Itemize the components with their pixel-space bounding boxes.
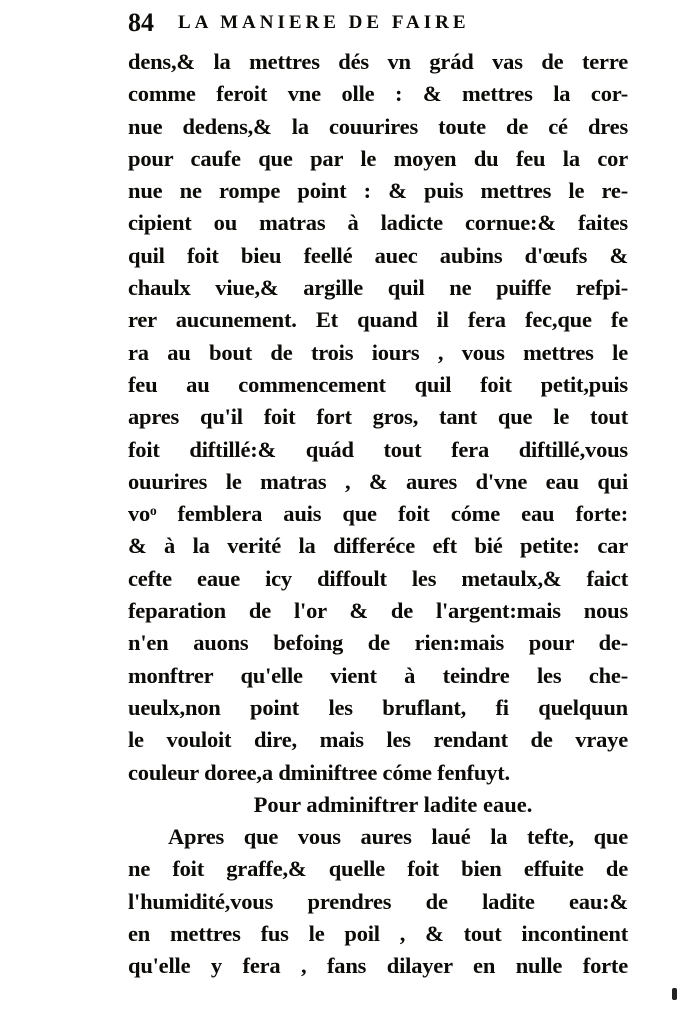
text-line: ouurires le matras , & aures d'vne eau qui	[128, 468, 628, 494]
text-line: dens,& la mettres dés vn grád vas de terre	[128, 49, 628, 74]
page-margin	[0, 0, 104, 1024]
text-line: feparation de l'or & de l'argent:mais nous	[128, 598, 628, 624]
text-line: feu au commencement quil foit petit,puis	[128, 371, 628, 397]
text-line: chaulx viue,& argille quil ne puiffe refpi-	[128, 275, 628, 301]
text-line: qu'elle y fera , fans dilayer en nulle forte	[128, 953, 628, 979]
text-line: couleur doree,a dminiftree cóme fenfuyt.	[128, 759, 510, 785]
page-number: 84	[128, 8, 154, 37]
paragraph-1	[128, 46, 628, 789]
running-head: LA MANIERE DE FAIRE	[178, 12, 470, 33]
text-line: cefte eaue icy diffoult les metaulx,& faict	[128, 565, 628, 591]
section-heading: Pour adminiftrer ladite eaue.	[253, 791, 533, 817]
text-line: rer aucunement. Et quand il fera fec,que fe	[128, 307, 628, 333]
paragraph-2	[128, 821, 628, 982]
text-line: le vouloit dire, mais les rendant de vraye	[128, 727, 628, 753]
page-header	[128, 0, 628, 46]
text-line: nue dedens,& la couurires toute de cé dres	[128, 113, 628, 139]
text-line: Apres que vous aures laué la tefte, que	[168, 824, 628, 850]
text-line: ueulx,non point les bruflant, fi quelquun	[128, 694, 628, 720]
text-line: pour caufe que par le moyen du feu la cor	[128, 145, 628, 171]
text-block	[128, 0, 628, 983]
text-line: ne foit graffe,& quelle foit bien effuite de	[128, 856, 628, 882]
text-line: apres qu'il foit fort gros, tant que le tout	[128, 404, 628, 430]
text-line: l'humidité,vous prendres de ladite eau:&	[128, 888, 628, 914]
text-line: & à la verité la differéce eft bié petite: car	[128, 533, 628, 559]
text-line: en mettres fus le poil , & tout incontinent	[128, 921, 628, 947]
text-line: cipient ou matras à ladicte cornue:& faites	[128, 210, 628, 236]
text-line: voᵒ femblera auis que foit cóme eau forte:	[128, 501, 628, 527]
text-line: comme feroit vne olle : & mettres la cor-	[128, 81, 628, 107]
text-line: foit diftillé:& quád tout fera diftillé,vous	[128, 436, 628, 462]
text-line: n'en auons befoing de rien:mais pour de-	[128, 630, 628, 656]
text-line: monftrer qu'elle vient à teindre les che-	[128, 662, 628, 688]
text-line: quil foit bieu feellé auec aubins d'œufs &	[128, 242, 628, 268]
ink-smudge	[672, 988, 677, 1000]
text-line: nue ne rompe point : & puis mettres le re-	[128, 178, 628, 204]
text-line: ra au bout de trois iours , vous mettres le	[128, 339, 628, 365]
